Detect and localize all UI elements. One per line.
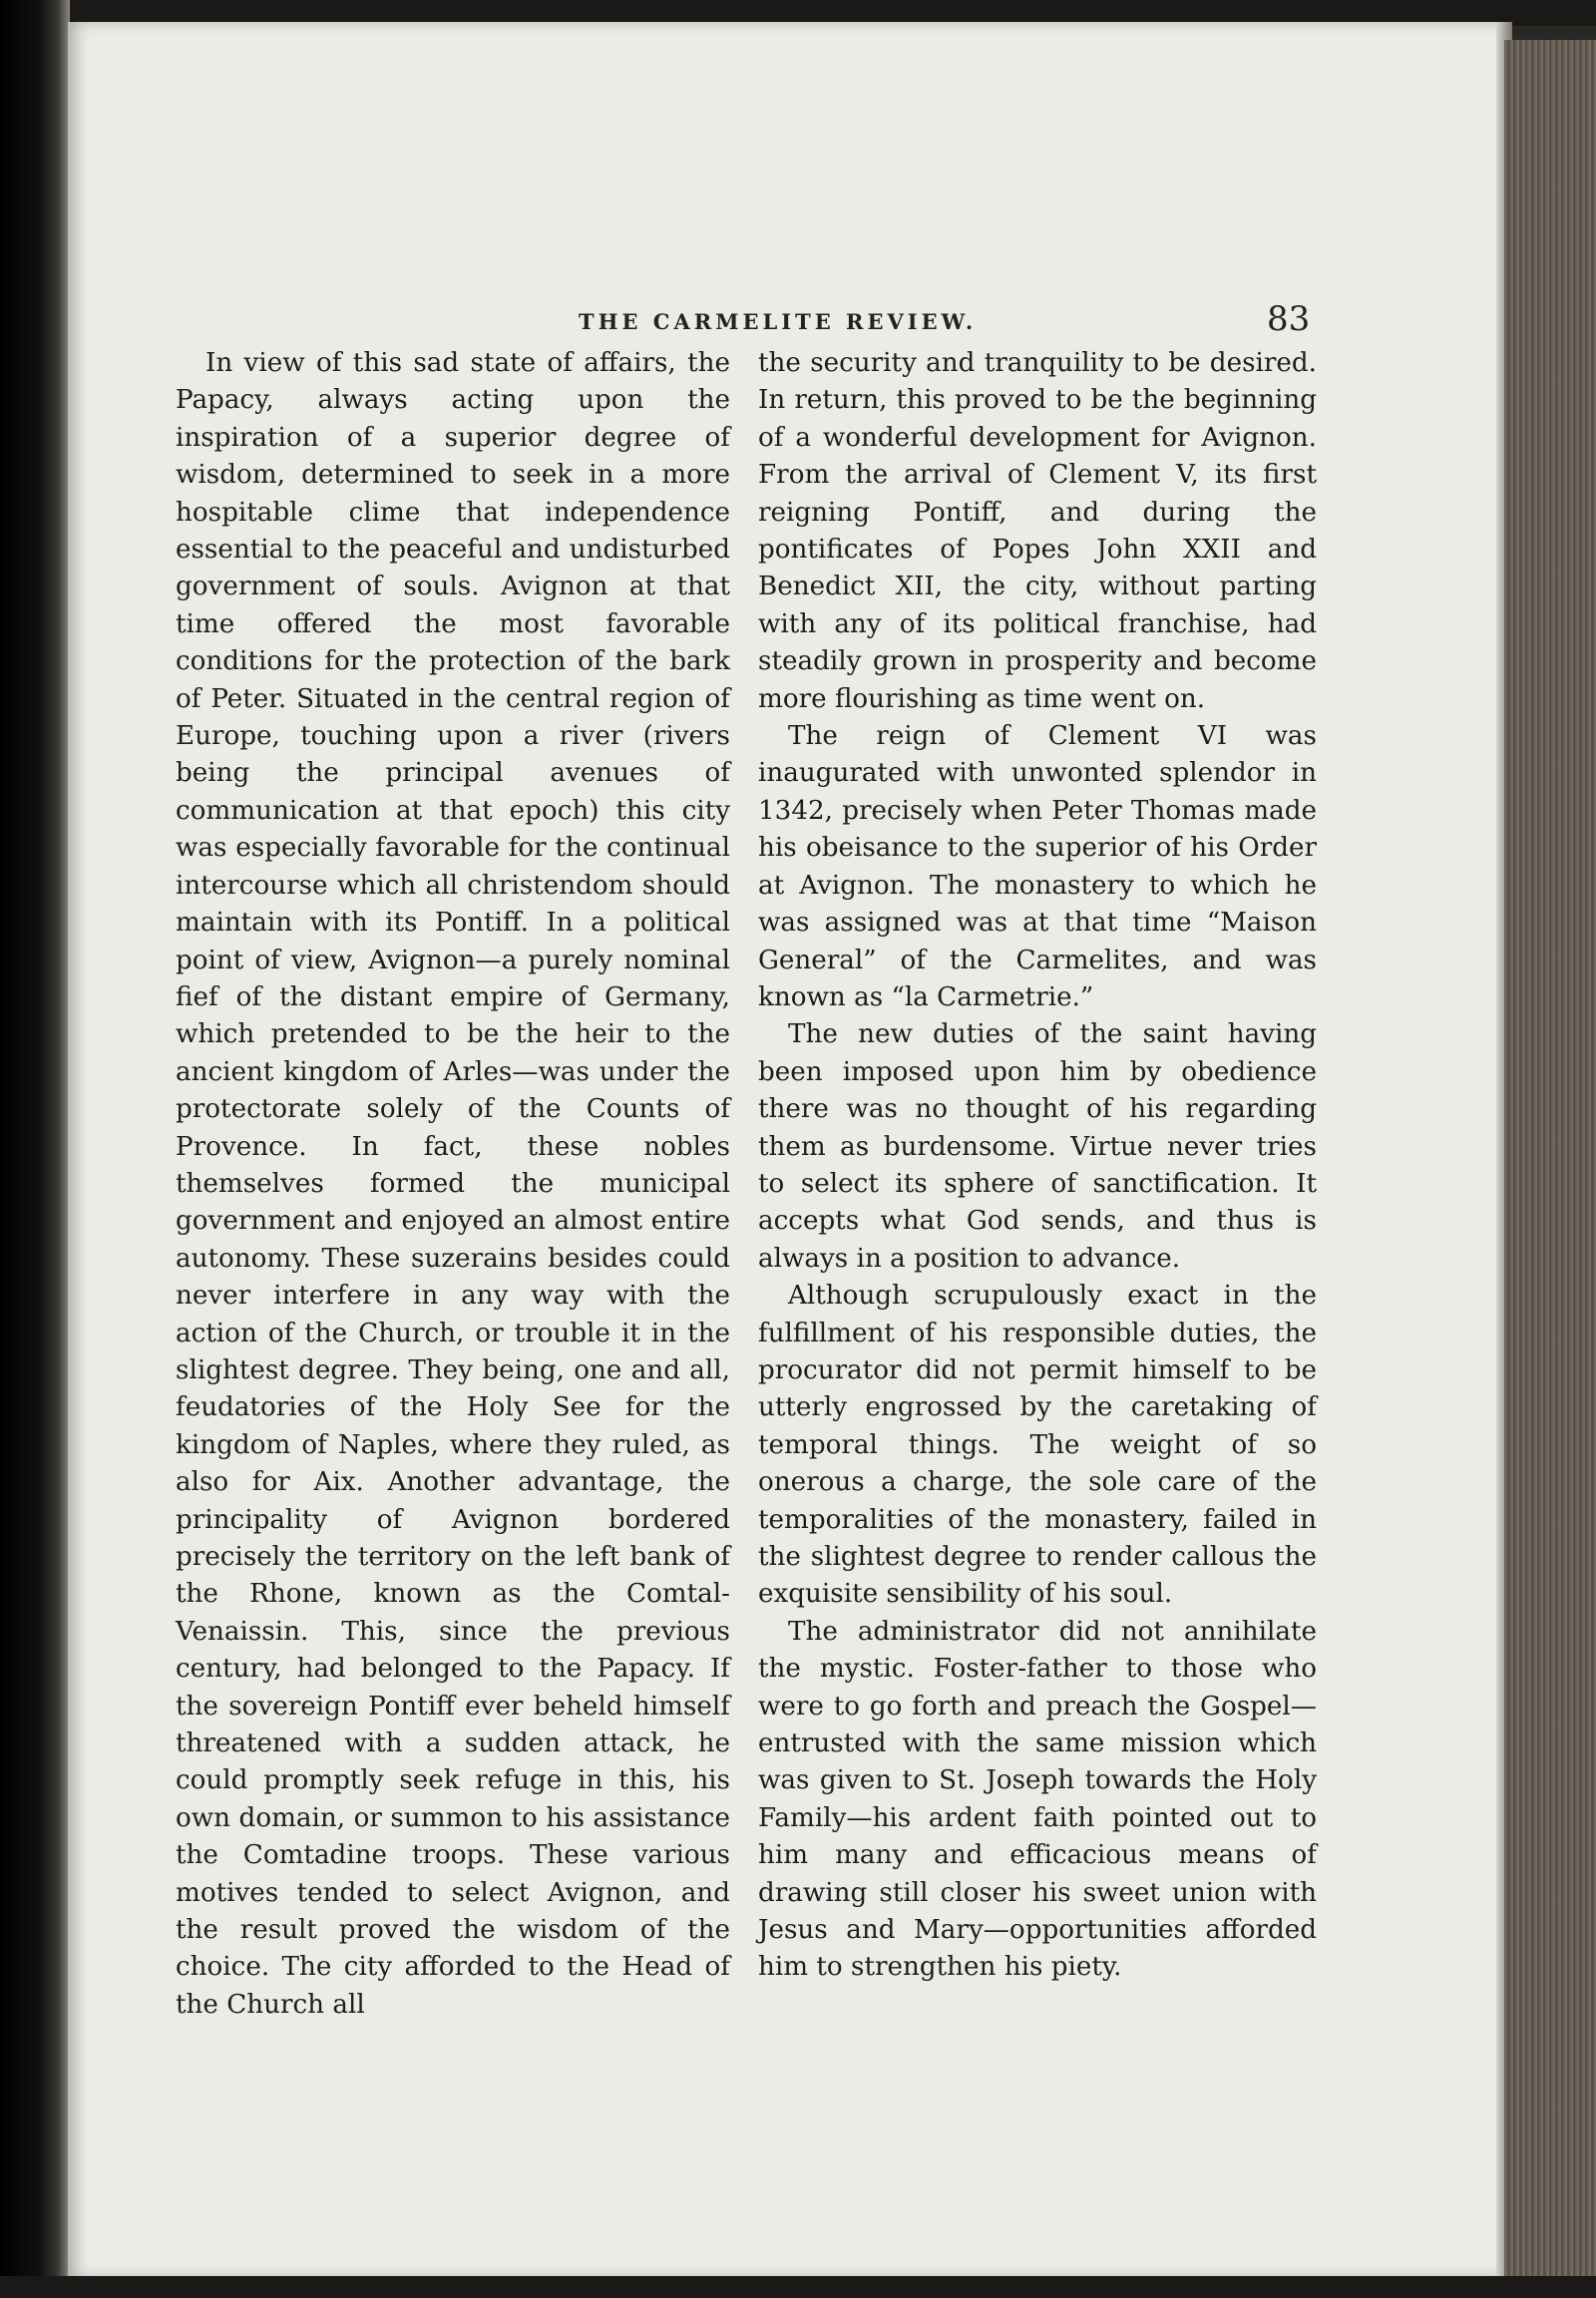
paragraph: The new duties of the saint having been imposed upon him by obedience there was no thought of his regarding them as burdensome. Virtue never tries to select its sphere of sanctification. It accepts what God sends, and thus is always in a position to advance. — [758, 1019, 1317, 1274]
scan-binding-edge — [0, 0, 70, 2298]
paragraph: Although scrupulously exact in the fulfillment of his responsible duties, the procurator did not permit himself to be utterly engrossed by the caretaking of temporal things. The weight of so onerous a charge, the sole care of the temporalities of the monastery, failed in the slightest degree to render callous the exquisite sensibility of his soul. — [758, 1281, 1317, 1610]
paragraph-continuation: the security and tranquility to be desired. In return, this proved to be the beginning of a wonderful development for Avignon. From the arrival of Clement V, its first reigning Pontiff, and during the pontificates of Popes John XXII and Benedict XII, the city, without parting with any of its political franchise, had steadily grown in prosperity and become more flourishing as time went on. — [758, 348, 1317, 714]
paragraph: The reign of Clement VI was inaugurated with unwonted splendor in 1342, precisely when Peter Thomas made his obeisance to the superior of his Order at Avignon. The monastery to which he was assigned was at that time “Maison General” of the Carmelites, and was known as “la Carmetrie.” — [758, 721, 1317, 1012]
scan-bottom-border — [0, 2276, 1596, 2298]
book-fore-edge — [1504, 40, 1596, 2278]
left-column — [176, 345, 730, 2024]
page-number: 83 — [1267, 299, 1311, 339]
paragraph: The administrator did not annihilate the mystic. Foster-father to those who were to go forth and preach the Gospel—entrusted with the same mission which was given to St. Joseph towards the Holy Family—his ardent faith pointed out to him many and efficacious means of drawing still closer his sweet union with Jesus and Mary—opportunities afforded him to strengthen his piety. — [758, 1616, 1317, 1983]
paragraph: In view of this sad state of affairs, the Papacy, always acting upon the inspiration of a superior degree of wisdom, determined to seek in a more hospitable clime that independence essential to the peaceful and undisturbed government of souls. Avignon at that time offered the most favorable conditions for the protection of the bark of Peter. Situated in the central region of Europe, touching upon a river (rivers being the principal avenues of communication at that epoch) this city was especially favorable for the continual intercourse which all christendom should maintain with its Pontiff. In a political point of view, Avignon—a purely nominal fief of the distant empire of Germany, which pretended to be the heir to the ancient kingdom of Arles—was under the protectorate solely of the Counts of Provence. In fact, these nobles themselves formed the municipal government and enjoyed an almost entire autonomy. These suzerains besides could never interfere in any way with the action of the Church, or trouble it in the slightest degree. They being, one and all, feudatories of the Holy See for the kingdom of Naples, where they ruled, as also for Aix. Another advantage, the principality of Avignon bordered precisely the territory on the left bank of the Rhone, known as the Comtal-Venaissin. This, since the previous century, had belonged to the Papacy. If the sovereign Pontiff ever beheld himself threatened with a sudden attack, he could promptly seek refuge in this, his own domain, or summon to his assistance the Comtadine troops. These various motives tended to select Avignon, and the result proved the wisdom of the choice. The city afforded to the Head of the Church all — [176, 348, 730, 2020]
right-column — [758, 345, 1317, 1987]
running-header: THE CARMELITE REVIEW. — [579, 309, 978, 334]
